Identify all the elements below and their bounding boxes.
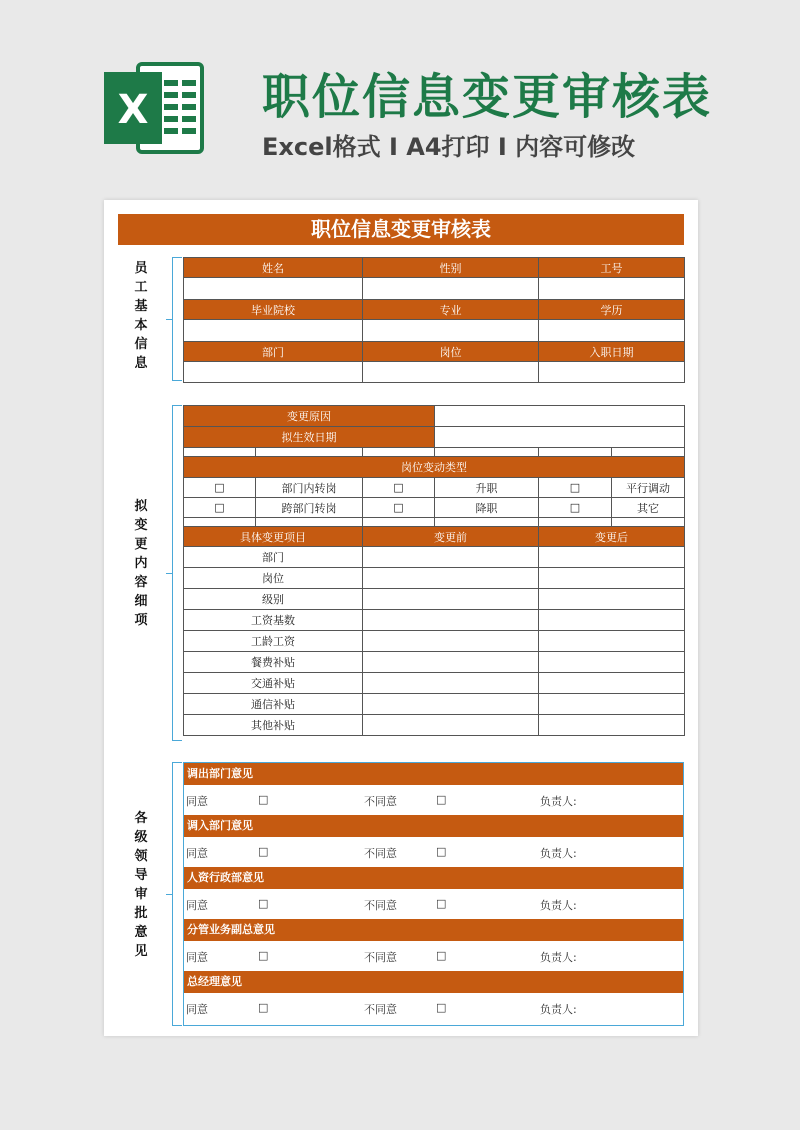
- input-cell[interactable]: [539, 568, 685, 589]
- responsible-label: 负责人:: [540, 951, 577, 964]
- item-label: 级别: [184, 589, 363, 610]
- input-cell[interactable]: [363, 715, 539, 736]
- disagree-label: 不同意: [364, 951, 397, 964]
- label-effective-date: 拟生效日期: [184, 427, 435, 448]
- agree-label: 同意: [186, 795, 208, 808]
- disagree-label: 不同意: [364, 795, 397, 808]
- header-change-type: 岗位变动类型: [184, 457, 685, 478]
- header-before: 变更前: [363, 527, 539, 547]
- header-position: 岗位: [363, 342, 539, 362]
- approval-title: 调入部门意见: [184, 815, 683, 837]
- disagree-label: 不同意: [364, 1003, 397, 1016]
- bracket-change: [172, 405, 182, 741]
- header-name: 姓名: [184, 258, 363, 278]
- disagree-checkbox[interactable]: □: [436, 949, 447, 962]
- responsible-label: 负责人:: [540, 795, 577, 808]
- responsible-label: 负责人:: [540, 847, 577, 860]
- input-cell[interactable]: [539, 652, 685, 673]
- item-label: 通信补贴: [184, 694, 363, 715]
- responsible-label: 负责人:: [540, 1003, 577, 1016]
- header-employee-id: 工号: [539, 258, 685, 278]
- approval-row: [184, 941, 683, 971]
- side-label-change: 拟 变 更 内 容 细 项: [134, 499, 148, 628]
- agree-checkbox[interactable]: □: [258, 897, 269, 910]
- input-cell[interactable]: [363, 589, 539, 610]
- agree-label: 同意: [186, 847, 208, 860]
- type-label: 其它: [612, 498, 685, 518]
- input-cell[interactable]: [363, 320, 539, 342]
- input-cell[interactable]: [539, 278, 685, 300]
- input-cell[interactable]: [539, 320, 685, 342]
- header-school: 毕业院校: [184, 300, 363, 320]
- checkbox[interactable]: □: [363, 478, 435, 498]
- banner-title: 职位信息变更审核表: [262, 69, 713, 125]
- item-label: 部门: [184, 547, 363, 568]
- header-degree: 学历: [539, 300, 685, 320]
- input-cell[interactable]: [363, 673, 539, 694]
- checkbox[interactable]: □: [184, 478, 256, 498]
- input-cell[interactable]: [539, 547, 685, 568]
- excel-logo-icon: [100, 58, 208, 158]
- basic-info-table: [183, 257, 684, 383]
- disagree-checkbox[interactable]: □: [436, 845, 447, 858]
- input-cell[interactable]: [184, 320, 363, 342]
- checkbox[interactable]: □: [539, 498, 612, 518]
- input-cell[interactable]: [184, 362, 363, 383]
- input-effective-date[interactable]: [435, 427, 685, 448]
- header-hire-date: 入职日期: [539, 342, 685, 362]
- input-cell[interactable]: [539, 631, 685, 652]
- approval-title: 调出部门意见: [184, 763, 683, 785]
- approval-row: [184, 837, 683, 867]
- agree-label: 同意: [186, 899, 208, 912]
- header-gender: 性别: [363, 258, 539, 278]
- approval-row: [184, 785, 683, 815]
- checkbox[interactable]: □: [539, 478, 612, 498]
- input-cell[interactable]: [539, 694, 685, 715]
- input-cell[interactable]: [184, 278, 363, 300]
- bracket-approval: [172, 762, 182, 1026]
- input-cell[interactable]: [363, 631, 539, 652]
- header-change-item: 具体变更项目: [184, 527, 363, 547]
- document-sheet: [104, 200, 698, 1036]
- banner-subtitle: Excel格式 I A4打印 I 内容可修改: [262, 133, 636, 161]
- approval-block: [183, 762, 684, 1026]
- header-major: 专业: [363, 300, 539, 320]
- disagree-label: 不同意: [364, 847, 397, 860]
- approval-title: 人资行政部意见: [184, 867, 683, 889]
- disagree-checkbox[interactable]: □: [436, 897, 447, 910]
- disagree-checkbox[interactable]: □: [436, 793, 447, 806]
- document-title: 职位信息变更审核表: [118, 214, 684, 245]
- input-cell[interactable]: [363, 547, 539, 568]
- approval-row: [184, 993, 683, 1023]
- item-label: 其他补贴: [184, 715, 363, 736]
- side-label-basic: 员 工 基 本 信 息: [134, 261, 148, 371]
- input-cell[interactable]: [539, 715, 685, 736]
- input-cell[interactable]: [363, 278, 539, 300]
- item-label: 交通补贴: [184, 673, 363, 694]
- agree-checkbox[interactable]: □: [258, 793, 269, 806]
- type-label: 升职: [435, 478, 539, 498]
- type-label: 部门内转岗: [256, 478, 363, 498]
- item-label: 工资基数: [184, 610, 363, 631]
- approval-title: 总经理意见: [184, 971, 683, 993]
- input-cell[interactable]: [539, 589, 685, 610]
- item-label: 工龄工资: [184, 631, 363, 652]
- agree-checkbox[interactable]: □: [258, 845, 269, 858]
- input-cell[interactable]: [539, 610, 685, 631]
- header-after: 变更后: [539, 527, 685, 547]
- agree-checkbox[interactable]: □: [258, 949, 269, 962]
- type-label: 跨部门转岗: [256, 498, 363, 518]
- type-label: 平行调动: [612, 478, 685, 498]
- input-change-reason[interactable]: [435, 406, 685, 427]
- checkbox[interactable]: □: [363, 498, 435, 518]
- responsible-label: 负责人:: [540, 899, 577, 912]
- logo-letter: X: [117, 87, 149, 133]
- type-label: 降职: [435, 498, 539, 518]
- input-cell[interactable]: [539, 673, 685, 694]
- input-cell[interactable]: [539, 362, 685, 383]
- input-cell[interactable]: [363, 362, 539, 383]
- change-details-table: [183, 405, 684, 736]
- input-cell[interactable]: [363, 568, 539, 589]
- input-cell[interactable]: [363, 652, 539, 673]
- input-cell[interactable]: [363, 694, 539, 715]
- agree-label: 同意: [186, 1003, 208, 1016]
- side-label-approval: 各 级 领 导 审 批 意 见: [134, 811, 148, 959]
- bracket-basic: [172, 257, 182, 381]
- agree-label: 同意: [186, 951, 208, 964]
- input-cell[interactable]: [363, 610, 539, 631]
- item-label: 餐费补贴: [184, 652, 363, 673]
- header-department: 部门: [184, 342, 363, 362]
- item-label: 岗位: [184, 568, 363, 589]
- approval-title: 分管业务副总意见: [184, 919, 683, 941]
- disagree-label: 不同意: [364, 899, 397, 912]
- agree-checkbox[interactable]: □: [258, 1001, 269, 1014]
- approval-row: [184, 889, 683, 919]
- checkbox[interactable]: □: [184, 498, 256, 518]
- label-change-reason: 变更原因: [184, 406, 435, 427]
- disagree-checkbox[interactable]: □: [436, 1001, 447, 1014]
